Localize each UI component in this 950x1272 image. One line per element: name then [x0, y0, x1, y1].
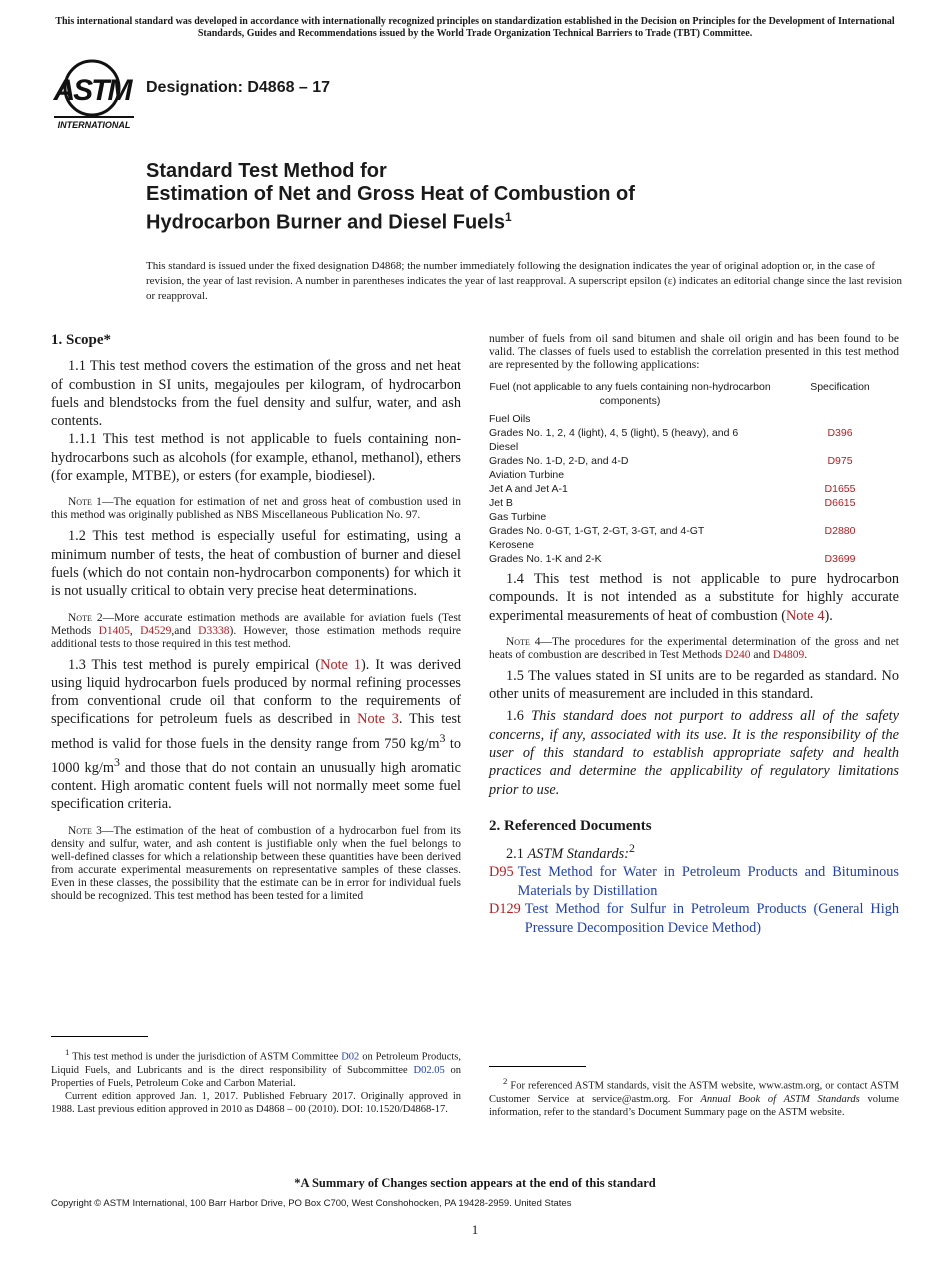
fuel-cell: Grades No. 1, 2, 4 (light), 4, 5 (light), 5 (heavy), and 6 — [489, 427, 739, 439]
spec-link — [781, 468, 899, 482]
link-d4529[interactable]: D4529 — [140, 624, 172, 637]
table-header-row — [489, 380, 899, 412]
footnote-2-a: For referenced ASTM standards, visit the ASTM website, www.astm.org, or contact ASTM Customer Service at service@astm.org. For — [489, 1080, 899, 1105]
footnote-1-b: on Petroleum Products, Liquid Fuels, and Lubricants and is the direct responsibility of Subcommittee — [51, 1051, 461, 1076]
title-line-2: Estimation of Net and Gross Heat of Combustion of — [146, 183, 635, 205]
spec-link[interactable]: D1655 — [824, 483, 856, 495]
para-1-3-c: . This test method is valid for those fuels in the density range from 750 kg/m — [51, 711, 461, 752]
footnote-2-mark: 2 — [503, 1076, 508, 1086]
note-2 — [51, 612, 461, 651]
note-1 — [51, 496, 461, 522]
footnote-rule-right — [489, 1066, 586, 1067]
footnote-1-a: This test method is under the jurisdiction of ASTM Committee — [69, 1051, 342, 1063]
table-row — [489, 426, 899, 440]
para-1-6-text: This standard does not purport to address all of the safety concerns, if any, associated with its use. It is the responsibility of the user of this standard to establish appropriate safety and health practices and determine the applicability of regulatory limitations prior to use. — [489, 708, 899, 798]
note-3-label: Note 3 — [68, 825, 102, 838]
summary-of-changes-notice: *A Summary of Changes section appears at the end of this standard — [294, 1176, 656, 1190]
reference-code-link[interactable]: D95 — [489, 864, 514, 881]
title-line-3 — [146, 206, 846, 235]
note-1-text: —The equation for estimation of net and gross heat of combustion used in this method was originally published as NBS Miscellaneous Publication No. 97. — [51, 496, 462, 522]
issuance-statement: This standard is issued under the fixed designation D4868; the number immediately following the designation indicates the year of original adoption or, in the case of revision, the year of last revision. A number in parentheses indicates the year of last reapproval. A superscript epsilon (ε) indicates an editorial change since the last revision or reapproval. — [146, 260, 903, 302]
spec-link[interactable]: D6615 — [824, 497, 856, 509]
note-2-text-a: —More accurate estimation methods are available for aviation fuels (Test Methods — [51, 611, 461, 637]
link-note-3[interactable]: Note 3 — [357, 711, 399, 728]
note-2-sep-1: , — [129, 624, 141, 637]
link-d02[interactable]: D02 — [341, 1051, 360, 1063]
note-4-label: Note 4 — [506, 635, 541, 648]
fuel-cell: Jet B — [489, 497, 513, 509]
table-row — [489, 524, 899, 538]
para-1-3 — [51, 656, 461, 814]
link-d4809[interactable]: D4809 — [772, 648, 805, 661]
note-2-text-b: ). However, those estimation methods require additional tests to those required in this test method. — [51, 624, 462, 650]
reference-list — [489, 863, 899, 937]
table-row — [489, 510, 899, 524]
fuel-specification-table — [489, 380, 899, 566]
note-4-b: and — [750, 648, 773, 661]
fuel-cell: Aviation Turbine — [489, 469, 565, 481]
referenced-documents-heading: 2. Referenced Documents — [489, 817, 652, 834]
left-column — [51, 331, 461, 903]
title-line-3-text: Hydrocarbon Burner and Diesel Fuels — [146, 211, 505, 234]
footnote-1-body — [51, 1046, 461, 1090]
title-footnote-mark: 1 — [504, 210, 512, 224]
header-fuel: Fuel (not applicable to any fuels containing non-hydrocarbon components) — [489, 381, 771, 407]
page-number: 1 — [471, 1222, 479, 1237]
para-1-5: 1.5 The values stated in SI units are to be regarded as standard. No other units of measurement are included in this standard. — [489, 667, 899, 703]
superscript-3: 3 — [439, 730, 446, 745]
document-title — [146, 160, 846, 235]
astm-standards-subheading — [489, 839, 899, 863]
subheading-title: ASTM Standards: — [527, 846, 629, 863]
spec-link[interactable]: D3699 — [824, 553, 856, 565]
astm-logo — [52, 58, 136, 132]
para-1-4-a: 1.4 This test method is not applicable to pure hydrocarbon compounds. It is not intended as a substitute for highly accurate experimental measurements of heat of combustion ( — [489, 571, 899, 624]
footnote-2 — [489, 1075, 899, 1119]
astm-logo-graphic — [52, 58, 136, 132]
note-4 — [489, 636, 899, 662]
superscript-3b: 3 — [113, 754, 120, 769]
fuel-cell: Grades No. 1-D, 2-D, and 4-D — [489, 455, 629, 467]
para-1-3-a: 1.3 This test method is purely empirical ( — [68, 656, 321, 673]
para-1-3-b: ). It was derived using liquid hydrocarbon fuels produced by normal refining processes from conventional crude oil that conform to the requirements of specifications for petroleum fuels as described in — [51, 656, 462, 728]
fuel-cell: Diesel — [489, 441, 519, 453]
para-1-4 — [489, 570, 899, 625]
footnote-1-mark: 1 — [65, 1047, 70, 1057]
tbt-notice: This international standard was developed in accordance with internationally recognized principles on standardization established in the Decision on Principles for the Development of International Standards, Guides and Recommendations issued by the World Trade Organization Technical Barriers to Trade (TBT) Committee. — [55, 16, 895, 39]
para-1-6-num: 1.6 — [506, 708, 532, 725]
note-2-sep-2: ,and — [171, 624, 199, 637]
spec-link — [781, 510, 899, 524]
table-row — [489, 482, 899, 496]
footnote-rule-left — [51, 1036, 148, 1037]
footnote-1-c: on Properties of Fuels, Petroleum Coke and Carbon Material. — [51, 1064, 461, 1089]
note-3-continued: number of fuels from oil sand bitumen and shale oil origin and has been found to be valid. The classes of fuels used to establish the correlation presented in this test method are represented by the following applications: — [489, 333, 899, 371]
fuel-cell: Grades No. 1-K and 2-K — [489, 553, 602, 565]
footnote-1-edition: Current edition approved Jan. 1, 2017. Published February 2017. Originally approved in 1988. Last previous edition approved in 2010 as D4868 – 00 (2010). DOI: 10.1520/D4868-17. — [51, 1090, 461, 1115]
para-1-1: 1.1 This test method covers the estimation of the gross and net heat of combustion in SI units, megajoules per kilogram, of hydrocarbon fuels and blendstocks from the fuel density and sulfur, water, and ash contents. — [51, 358, 461, 430]
reference-title-link[interactable]: Test Method for Sulfur in Petroleum Products (General High Pressure Decomposition Device Method) — [524, 901, 899, 936]
footnote-2-b: volume information, refer to the standard’s Document Summary page on the ASTM website. — [489, 1093, 899, 1118]
spec-link — [781, 538, 899, 552]
footnote-2-italic: Annual Book of ASTM Standards — [700, 1093, 860, 1105]
note-4-a: —The procedures for the experimental determination of the gross and net heats of combustion are described in Test Methods — [489, 635, 899, 661]
scope-heading: 1. Scope* — [51, 332, 111, 348]
table-row — [489, 552, 899, 566]
note-1-label: Note 1 — [68, 496, 102, 509]
spec-link[interactable]: D975 — [827, 455, 853, 467]
logo-text: ASTM — [53, 74, 131, 107]
reference-item — [472, 900, 899, 937]
fuel-cell: Gas Turbine — [489, 511, 547, 523]
link-note-1[interactable]: Note 1 — [320, 656, 362, 673]
note-4-c: . — [804, 648, 808, 661]
subheading-num: 2.1 — [506, 846, 528, 863]
para-1-6 — [489, 707, 899, 798]
para-1-3-e: and those that do not contain an unusually high aromatic content. High aromatic content fuels will not normally meet some fuel specification criteria. — [51, 759, 461, 813]
reference-code-link[interactable]: D129 — [489, 901, 521, 918]
spec-link — [781, 440, 899, 454]
title-line-1: Standard Test Method for — [146, 160, 387, 182]
link-note-4[interactable]: Note 4 — [785, 607, 825, 624]
table-row — [489, 496, 899, 510]
fuel-cell: Jet A and Jet A-1 — [489, 483, 568, 495]
reference-title-link[interactable]: Test Method for Water in Petroleum Products and Bituminous Materials by Distillation — [517, 864, 899, 899]
logo-subtext: INTERNATIONAL — [57, 120, 131, 130]
table-row — [489, 412, 899, 426]
subheading-sup: 2 — [629, 841, 635, 856]
designation: Designation: D4868 – 17 — [146, 79, 331, 96]
para-1-4-b: ). — [824, 607, 833, 624]
right-column — [489, 333, 899, 937]
link-d3338[interactable]: D3338 — [198, 624, 230, 637]
reference-item — [472, 863, 899, 900]
spec-link — [781, 412, 899, 426]
table-row — [489, 468, 899, 482]
link-d240[interactable]: D240 — [724, 648, 751, 661]
fuel-cell: Fuel Oils — [489, 413, 531, 425]
table-body — [489, 412, 899, 566]
spec-link[interactable]: D396 — [827, 427, 853, 439]
para-1-3-d: to 1000 kg/m — [51, 735, 461, 776]
fuel-cell: Grades No. 0-GT, 1-GT, 2-GT, 3-GT, and 4-GT — [489, 525, 705, 537]
copyright: Copyright © ASTM International, 100 Barr Harbor Drive, PO Box C700, West Conshohocken, PA 19428-2959. United States — [51, 1198, 572, 1209]
spec-link[interactable]: D2880 — [824, 525, 856, 537]
footnote-1 — [51, 1046, 461, 1116]
table-row — [489, 440, 899, 454]
note-3-text: —The estimation of the heat of combustion of a hydrocarbon fuel from its density and sulfur, water, and ash content is justifiable only when the fuel belongs to well-defined classes for which a relationship between these quantities have been derived from accurate experimental measurements on representative samples of these classes. Even in these classes, the possibility that the estimate can be in error for individual fuels should be recognized. This test method has been tested for a limited — [51, 825, 462, 903]
para-1-2: 1.2 This test method is especially useful for estimating, using a minimum number of tests, the heat of combustion of burner and diesel fuels (which do not contain non-hydrocarbon components) for which it is not usually critical to obtain very precise heat determinations. — [51, 528, 461, 600]
link-d02-05[interactable]: D02.05 — [413, 1064, 445, 1076]
note-3 — [51, 825, 461, 903]
para-1-1-1: 1.1.1 This test method is not applicable to fuels containing non-hydrocarbons such as alcohols (for example, ethanol, methanol), ethers (for example, MTBE), or esters (for example, biodiesel). — [51, 431, 461, 485]
header-specification: Specification — [810, 381, 870, 393]
table-row — [489, 454, 899, 468]
table-row — [489, 538, 899, 552]
fuel-cell: Kerosene — [489, 539, 534, 551]
link-d1405[interactable]: D1405 — [98, 624, 130, 637]
note-2-label: Note 2 — [68, 611, 103, 624]
